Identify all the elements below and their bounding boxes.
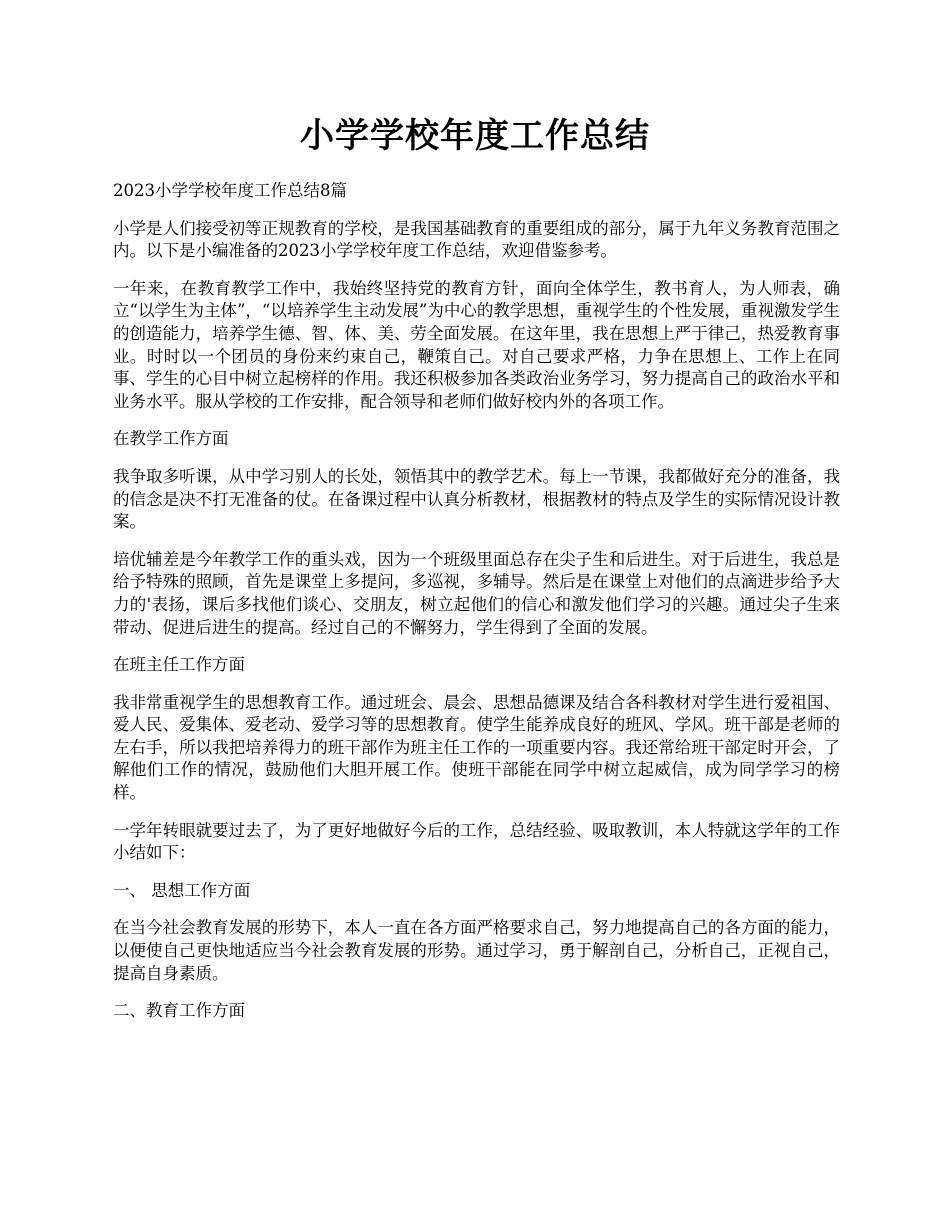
intro-paragraph: 小学是人们接受初等正规教育的学校，是我国基础教育的重要组成的部分，属于九年义务教育范围之内。以下是小编准备的2023小学学校年度工作总结，欢迎借鉴参考。 <box>113 218 840 261</box>
body-paragraph: 培优辅差是今年教学工作的重头戏，因为一个班级里面总存在尖子生和后进生。对于后进生，我总是给予特殊的照顾，首先是课堂上多提问，多巡视，多辅导。然后是在课堂上对他们的点滴进步给予大力的'表扬，课后多找他们谈心、交朋友，树立起他们的信心和激发他们学习的兴趣。通过尖子生来带动、促进后进生的提高。经过自己的不懈努力，学生得到了全面的发展。 <box>113 549 840 637</box>
body-paragraph: 在当今社会教育发展的形势下，本人一直在各方面严格要求自己，努力地提高自己的各方面的能力，以便使自己更快地适应当今社会教育发展的形势。通过学习，勇于解剖自己，分析自己，正视自己，提高自身素质。 <box>113 918 840 983</box>
section-heading: 在班主任工作方面 <box>113 655 245 675</box>
document-title: 小学学校年度工作总结 <box>300 116 650 156</box>
section-heading: 二、教育工作方面 <box>113 1001 245 1021</box>
body-paragraph: 一年来，在教育教学工作中，我始终坚持党的教育方针，面向全体学生，教书育人，为人师表，确立“以学生为主体”，“以培养学生主动发展”为中心的教学思想，重视学生的个性发展，重视激发学生的创造能力，培养学生德、智、体、美、劳全面发展。在这年里，我在思想上严于律己，热爱教育事业。时时以一个团员的身份来约束自己，鞭策自己。对自己要求严格，力争在思想上、工作上在同事、学生的心目中树立起榜样的作用。我还积极参加各类政治业务学习，努力提高自己的政治水平和业务水平。服从学校的工作安排，配合领导和老师们做好校内外的各项工作。 <box>113 278 840 411</box>
body-paragraph: 一学年转眼就要过去了，为了更好地做好今后的工作，总结经验、吸取教训，本人特就这学年的工作小结如下： <box>113 820 840 863</box>
section-heading: 一、 思想工作方面 <box>113 880 251 900</box>
document-body <box>113 180 840 1038</box>
body-paragraph: 我非常重视学生的思想教育工作。通过班会、晨会、思想品德课及结合各科教材对学生进行爱祖国、爱人民、爱集体、爱老动、爱学习等的思想教育。使学生能养成良好的班风、学风。班干部是老师的左右手，所以我把培养得力的班干部作为班主任工作的一项重要内容。我还常给班干部定时开会，了解他们工作的情况，鼓励他们大胆开展工作。使班干部能在同学中树立起威信，成为同学学习的榜样。 <box>113 692 840 803</box>
section-heading: 在教学工作方面 <box>113 429 229 449</box>
body-paragraph: 我争取多听课，从中学习别人的长处，领悟其中的教学艺术。每上一节课，我都做好充分的准备，我的信念是决不打无准备的仗。在备课过程中认真分析教材，根据教材的特点及学生的实际情况设计教案。 <box>113 466 840 532</box>
document-subtitle: 2023小学学校年度工作总结8篇 <box>113 181 347 200</box>
